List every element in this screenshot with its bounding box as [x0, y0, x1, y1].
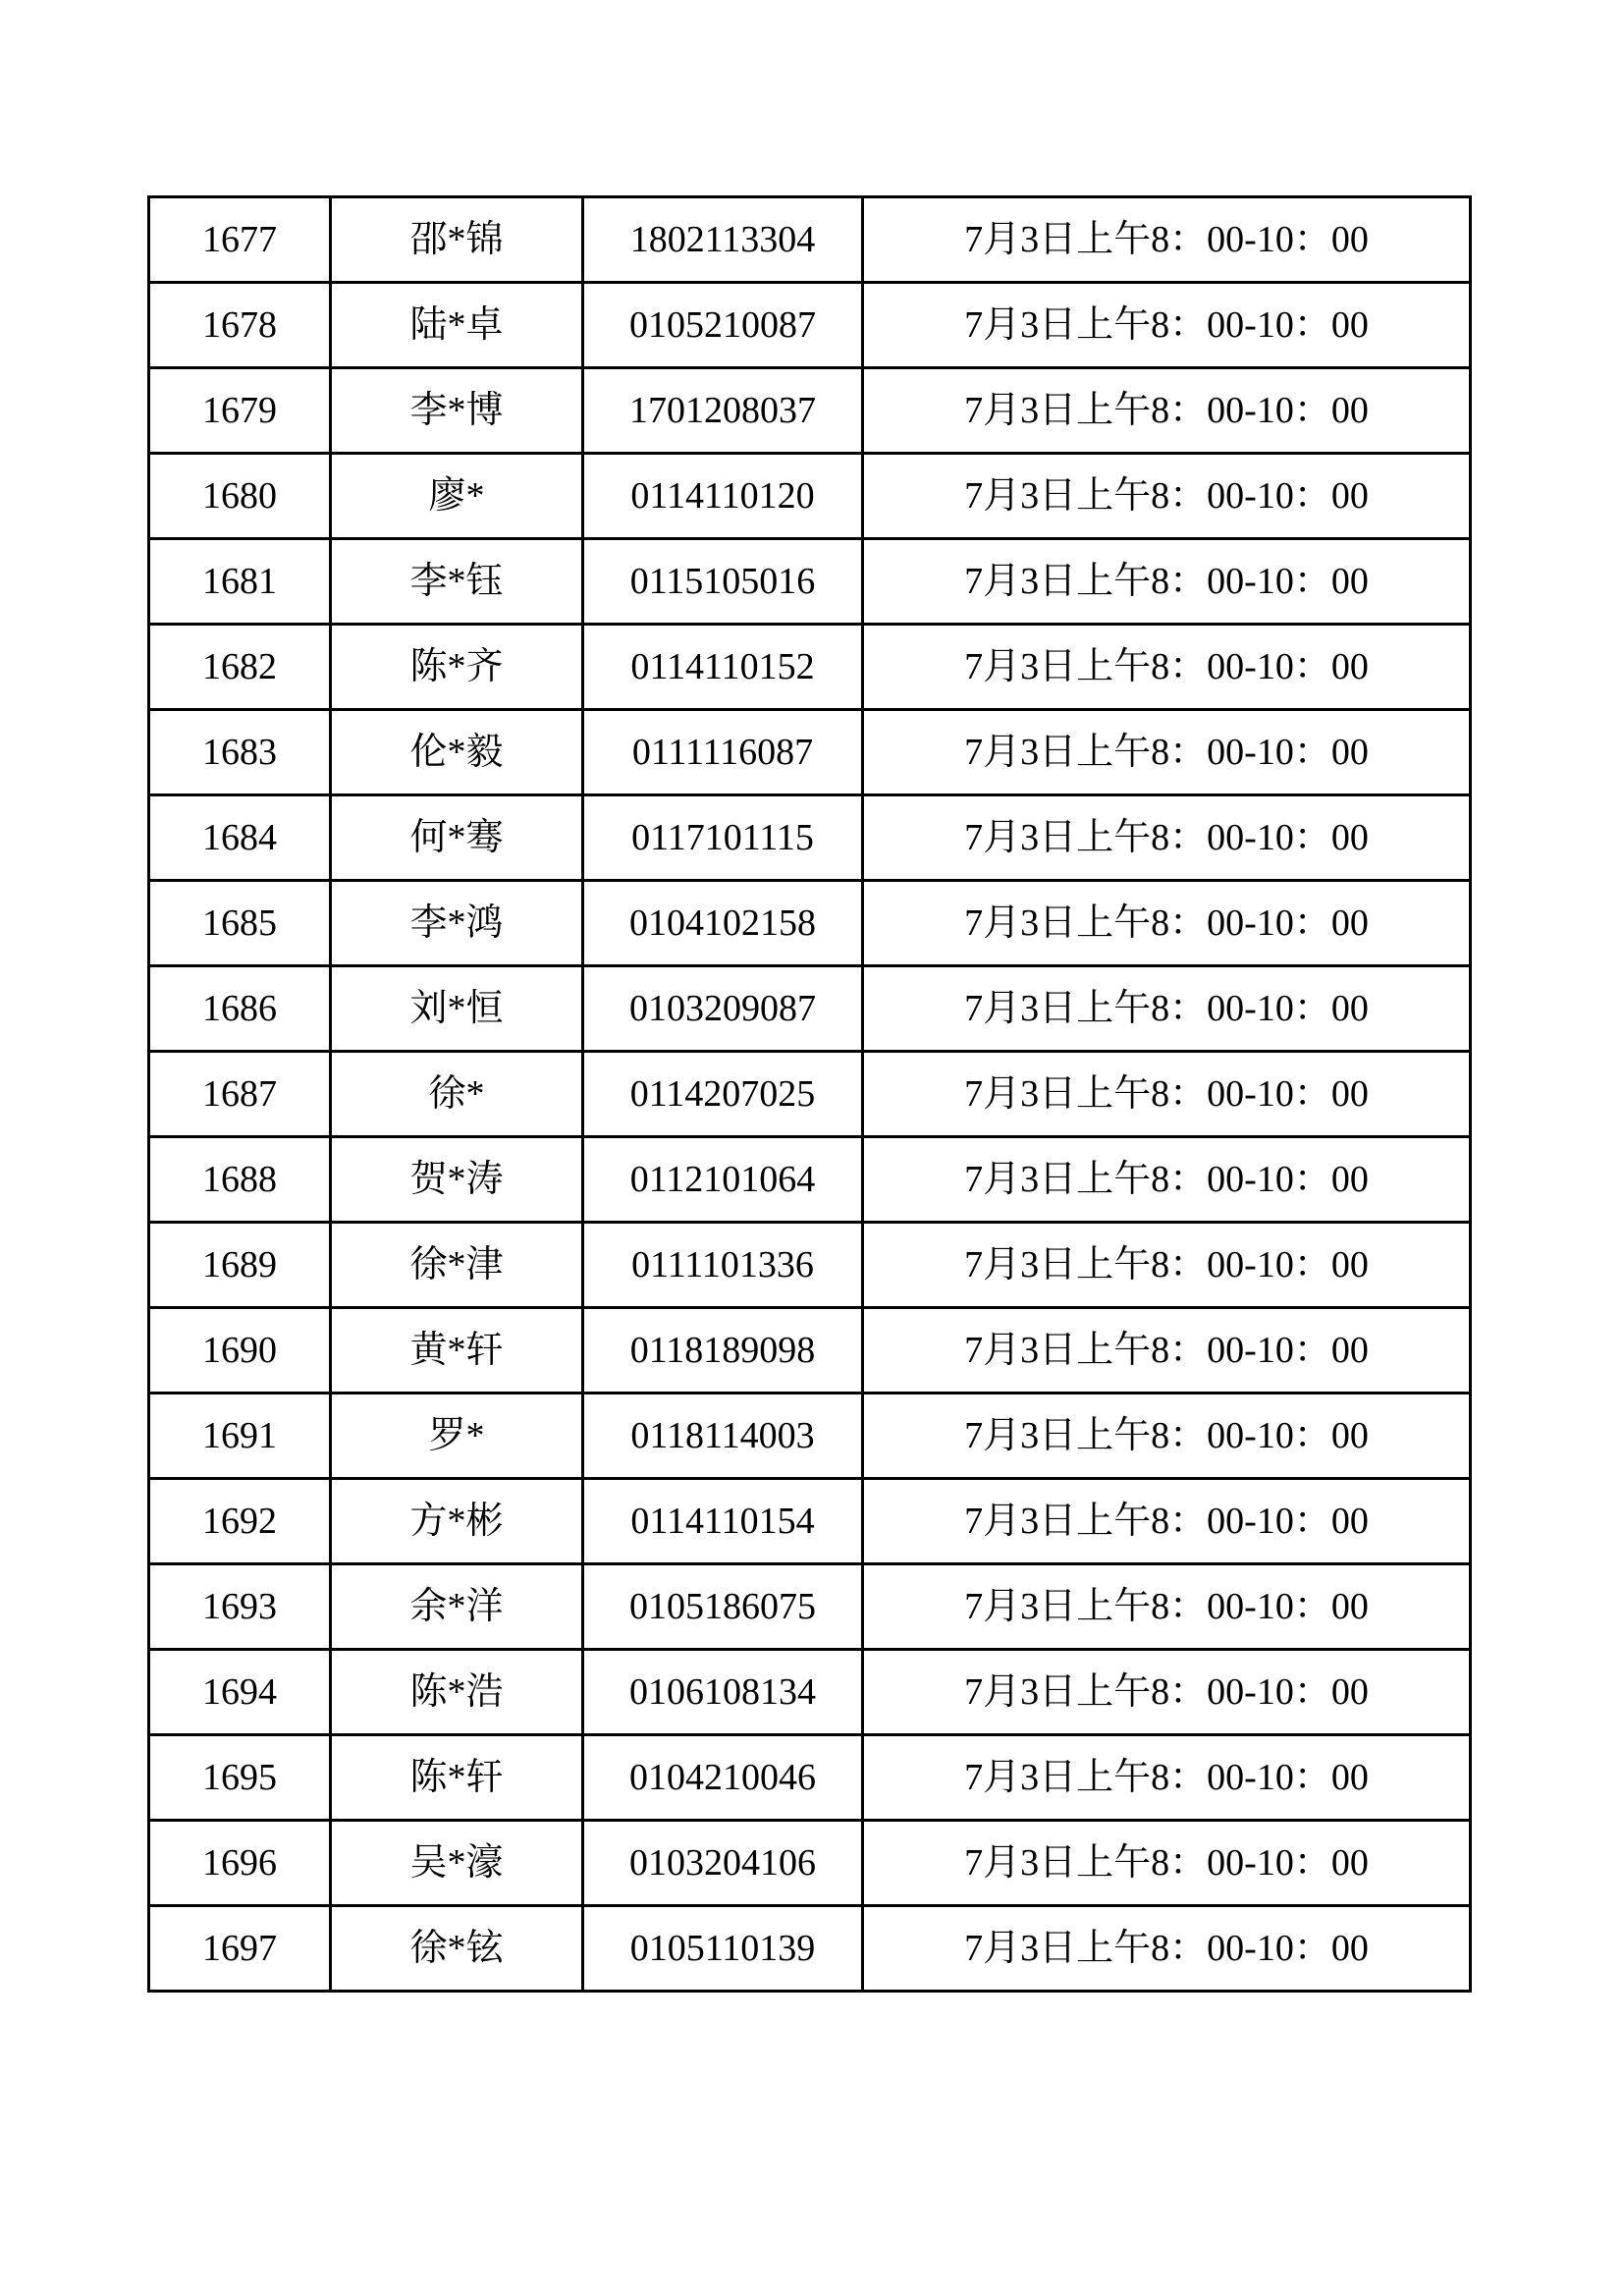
student-id-cell: 0118114003: [583, 1394, 863, 1479]
table-row: [149, 881, 1471, 966]
name-cell: 陈*浩: [331, 1650, 583, 1735]
row-number-cell: 1697: [149, 1906, 331, 1992]
student-id-cell: 1701208037: [583, 368, 863, 454]
student-id-cell: 0114110120: [583, 454, 863, 539]
table-row: [149, 1052, 1471, 1137]
table-row: [149, 539, 1471, 625]
time-slot-cell: 7月3日上午8：00-10：00: [863, 1479, 1471, 1564]
student-id-cell: 0112101064: [583, 1137, 863, 1223]
student-id-cell: 0105186075: [583, 1564, 863, 1650]
student-id-cell: 0104210046: [583, 1735, 863, 1821]
table-row: [149, 1906, 1471, 1992]
time-slot-cell: 7月3日上午8：00-10：00: [863, 1821, 1471, 1906]
name-cell: 陆*卓: [331, 283, 583, 368]
student-id-cell: 0115105016: [583, 539, 863, 625]
name-cell: 徐*: [331, 1052, 583, 1137]
row-number-cell: 1691: [149, 1394, 331, 1479]
name-cell: 贺*涛: [331, 1137, 583, 1223]
time-slot-cell: 7月3日上午8：00-10：00: [863, 881, 1471, 966]
student-id-cell: 0105110139: [583, 1906, 863, 1992]
table-row: [149, 1394, 1471, 1479]
row-number-cell: 1680: [149, 454, 331, 539]
time-slot-cell: 7月3日上午8：00-10：00: [863, 1223, 1471, 1308]
name-cell: 刘*恒: [331, 966, 583, 1052]
table-row: [149, 368, 1471, 454]
roster-table-body: [149, 197, 1471, 1992]
time-slot-cell: 7月3日上午8：00-10：00: [863, 625, 1471, 710]
row-number-cell: 1688: [149, 1137, 331, 1223]
row-number-cell: 1690: [149, 1308, 331, 1394]
table-row: [149, 1650, 1471, 1735]
time-slot-cell: 7月3日上午8：00-10：00: [863, 966, 1471, 1052]
row-number-cell: 1687: [149, 1052, 331, 1137]
row-number-cell: 1685: [149, 881, 331, 966]
time-slot-cell: 7月3日上午8：00-10：00: [863, 1735, 1471, 1821]
student-id-cell: 0111101336: [583, 1223, 863, 1308]
name-cell: 余*洋: [331, 1564, 583, 1650]
time-slot-cell: 7月3日上午8：00-10：00: [863, 795, 1471, 881]
name-cell: 方*彬: [331, 1479, 583, 1564]
time-slot-cell: 7月3日上午8：00-10：00: [863, 197, 1471, 283]
time-slot-cell: 7月3日上午8：00-10：00: [863, 1308, 1471, 1394]
name-cell: 李*鸿: [331, 881, 583, 966]
table-row: [149, 1308, 1471, 1394]
table-row: [149, 454, 1471, 539]
name-cell: 李*钰: [331, 539, 583, 625]
table-row: [149, 1735, 1471, 1821]
student-id-cell: 0111116087: [583, 710, 863, 795]
table-row: [149, 1564, 1471, 1650]
table-row: [149, 966, 1471, 1052]
student-id-cell: 0117101115: [583, 795, 863, 881]
row-number-cell: 1693: [149, 1564, 331, 1650]
name-cell: 黄*轩: [331, 1308, 583, 1394]
row-number-cell: 1679: [149, 368, 331, 454]
student-id-cell: 0103204106: [583, 1821, 863, 1906]
student-id-cell: 0106108134: [583, 1650, 863, 1735]
student-id-cell: 1802113304: [583, 197, 863, 283]
time-slot-cell: 7月3日上午8：00-10：00: [863, 454, 1471, 539]
table-row: [149, 710, 1471, 795]
time-slot-cell: 7月3日上午8：00-10：00: [863, 710, 1471, 795]
row-number-cell: 1678: [149, 283, 331, 368]
student-id-cell: 0105210087: [583, 283, 863, 368]
student-id-cell: 0118189098: [583, 1308, 863, 1394]
table-row: [149, 283, 1471, 368]
time-slot-cell: 7月3日上午8：00-10：00: [863, 283, 1471, 368]
time-slot-cell: 7月3日上午8：00-10：00: [863, 1394, 1471, 1479]
name-cell: 李*博: [331, 368, 583, 454]
row-number-cell: 1695: [149, 1735, 331, 1821]
student-id-cell: 0103209087: [583, 966, 863, 1052]
table-row: [149, 1137, 1471, 1223]
name-cell: 何*骞: [331, 795, 583, 881]
row-number-cell: 1682: [149, 625, 331, 710]
table-row: [149, 625, 1471, 710]
row-number-cell: 1694: [149, 1650, 331, 1735]
time-slot-cell: 7月3日上午8：00-10：00: [863, 1906, 1471, 1992]
table-row: [149, 1479, 1471, 1564]
row-number-cell: 1684: [149, 795, 331, 881]
name-cell: 徐*津: [331, 1223, 583, 1308]
name-cell: 罗*: [331, 1394, 583, 1479]
student-id-cell: 0114110152: [583, 625, 863, 710]
table-row: [149, 795, 1471, 881]
table-row: [149, 1223, 1471, 1308]
table-row: [149, 197, 1471, 283]
table-row: [149, 1821, 1471, 1906]
row-number-cell: 1692: [149, 1479, 331, 1564]
time-slot-cell: 7月3日上午8：00-10：00: [863, 1137, 1471, 1223]
student-id-cell: 0114207025: [583, 1052, 863, 1137]
name-cell: 邵*锦: [331, 197, 583, 283]
name-cell: 廖*: [331, 454, 583, 539]
row-number-cell: 1681: [149, 539, 331, 625]
row-number-cell: 1683: [149, 710, 331, 795]
row-number-cell: 1686: [149, 966, 331, 1052]
roster-table: [147, 195, 1472, 1993]
time-slot-cell: 7月3日上午8：00-10：00: [863, 1650, 1471, 1735]
row-number-cell: 1696: [149, 1821, 331, 1906]
time-slot-cell: 7月3日上午8：00-10：00: [863, 1564, 1471, 1650]
name-cell: 徐*铉: [331, 1906, 583, 1992]
student-id-cell: 0114110154: [583, 1479, 863, 1564]
name-cell: 伦*毅: [331, 710, 583, 795]
row-number-cell: 1677: [149, 197, 331, 283]
time-slot-cell: 7月3日上午8：00-10：00: [863, 539, 1471, 625]
name-cell: 陈*齐: [331, 625, 583, 710]
student-id-cell: 0104102158: [583, 881, 863, 966]
name-cell: 吴*濠: [331, 1821, 583, 1906]
row-number-cell: 1689: [149, 1223, 331, 1308]
name-cell: 陈*轩: [331, 1735, 583, 1821]
time-slot-cell: 7月3日上午8：00-10：00: [863, 368, 1471, 454]
time-slot-cell: 7月3日上午8：00-10：00: [863, 1052, 1471, 1137]
